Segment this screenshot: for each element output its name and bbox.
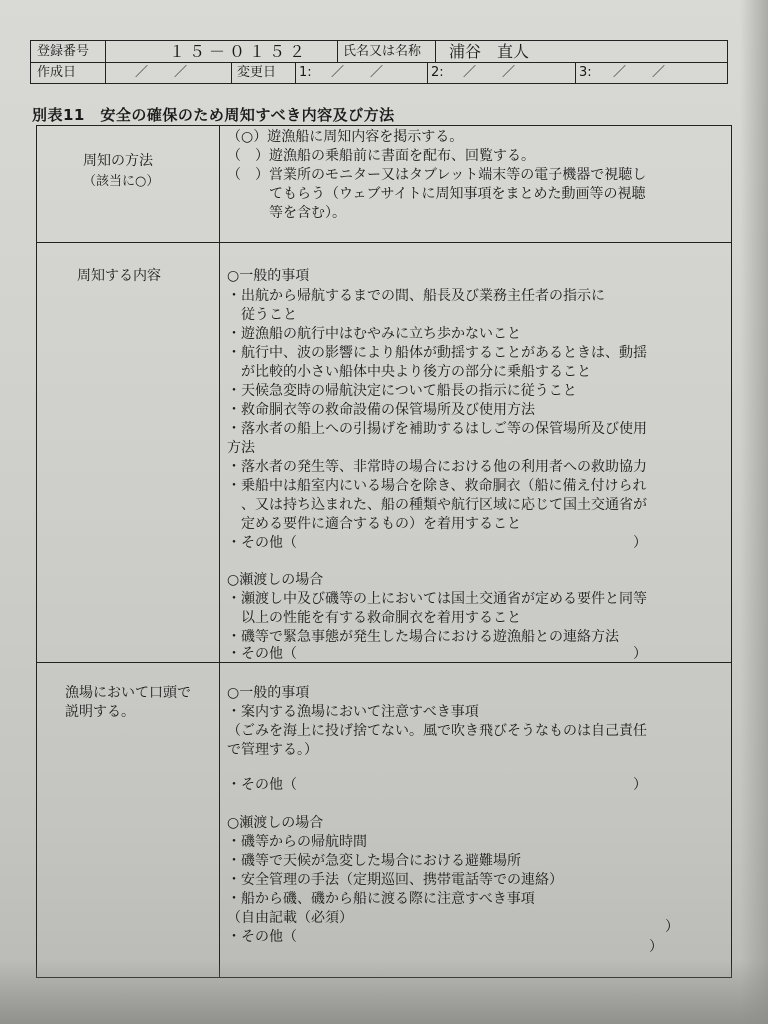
content-line: ・遊漁船の航行中はむやみに立ち歩かないこと [227, 326, 521, 342]
header-row-dates [31, 62, 727, 83]
header-row-registration [31, 41, 727, 63]
content-line: ・落水者の船上への引揚げを補助するはしご等の保管場所及び使用 [227, 421, 647, 437]
oral-general-heading: ○一般的事項 [227, 685, 310, 701]
created-date-label: 作成日 [37, 65, 77, 80]
method-line: てもらう（ウェブサイトに周知事項をまとめた動画等の視聴 [227, 186, 646, 202]
ferry-line: ・瀬渡し中及び磯等の上においては国土交通省が定める要件と同等 [227, 591, 647, 607]
oral-ferry-line: ・船から磯、磯から船に渡る際に注意すべき事項 [227, 891, 535, 907]
oral-line: で管理する。） [227, 742, 318, 758]
change-3-label: 3: [579, 65, 592, 80]
oral-ferry-line: ・安全管理の手法（定期巡回、携帯電話等での連絡） [227, 872, 563, 888]
general-heading: ○一般的事項 [227, 268, 310, 284]
content-label: 周知する内容 [77, 268, 161, 284]
method-line: （○）遊漁船に周知内容を掲示する。 [227, 129, 464, 145]
oral-ferry-line: （自由記載（必須） [227, 910, 353, 926]
oral-ferry-line: ・磯等で天候が急変した場合における避難場所 [227, 853, 521, 869]
method-label: 周知の方法 [83, 153, 153, 169]
notice-content-table [36, 125, 732, 978]
registration-number-label: 登録番号 [37, 44, 90, 59]
oral-ferry-other-line: ・その他（ [227, 929, 297, 945]
row-divider-method [37, 242, 731, 243]
page-shadow [0, 960, 768, 1024]
ferry-line: ・磯等で緊急事態が発生した場合における遊漁船との連絡方法 [227, 629, 619, 645]
oral-ferry-line: ・磯等からの帰航時間 [227, 834, 367, 850]
oral-line: （ごみを海上に投げ捨てない。風で吹き飛びそうなものは自己責任 [227, 723, 647, 739]
oral-label-line2: 説明する。 [65, 704, 135, 720]
divider [105, 62, 106, 83]
content-line: 定める要件に適合するもの）を着用すること [227, 516, 521, 532]
oral-other-line: ・その他（ ） [227, 777, 647, 793]
change-1-value: ／ ／ [331, 65, 384, 80]
method-line: 等を含む）。 [227, 205, 346, 221]
name-label: 氏名又は名称 [343, 44, 422, 59]
method-line: （ ）遊漁船の乗船前に書面を配布、回覧する。 [227, 148, 535, 164]
page-title: 別表11 安全の確保のため周知すべき内容及び方法 [32, 106, 395, 124]
close-paren: ） [649, 939, 663, 955]
divider [435, 41, 436, 62]
column-divider [219, 126, 220, 977]
content-line: ・乗船中は船室内にいる場合を除き、救命胴衣（船に備え付けられ [227, 478, 647, 494]
divider [295, 62, 296, 83]
page-shadow [740, 0, 768, 1024]
content-other-line: ・その他（ ） [227, 535, 647, 551]
method-sublabel: （該当に○） [83, 174, 160, 189]
content-line: ・航行中、波の影響により船体が動揺することがあるときは、動揺 [227, 345, 647, 361]
divider [575, 62, 576, 83]
changed-date-label: 変更日 [237, 65, 277, 80]
ferry-other-line: ・その他（ ） [227, 646, 647, 662]
change-2-value: ／ ／ [463, 65, 516, 80]
oral-line: ・案内する漁場において注意すべき事項 [227, 704, 479, 720]
ferry-line: 以上の性能を有する救命胴衣を着用すること [227, 610, 521, 626]
content-line: ・救命胴衣等の救命設備の保管場所及び使用方法 [227, 402, 535, 418]
created-date-value: ／ ／ [135, 65, 188, 80]
content-line: 、又は持ち込まれた、船の種類や航行区域に応じて国土交通省が [227, 497, 647, 513]
change-1-label: 1: [299, 65, 312, 80]
close-paren: ） [665, 919, 679, 935]
ferry-heading: ○瀬渡しの場合 [227, 572, 324, 588]
content-line: ・落水者の発生等、非常時の場合における他の利用者への救助協力 [227, 459, 647, 475]
header-table [30, 40, 728, 84]
change-3-value: ／ ／ [613, 65, 666, 80]
content-line: 従うこと [227, 307, 297, 323]
name-value: 浦谷 直人 [449, 42, 530, 61]
content-line: ・出航から帰航するまでの間、船長及び業務主任者の指示に [227, 288, 605, 304]
oral-ferry-heading: ○瀬渡しの場合 [227, 815, 324, 831]
divider [231, 62, 232, 83]
content-line: が比較的小さい船体中央より後方の部分に乗船すること [227, 364, 591, 380]
divider [337, 41, 338, 62]
divider [427, 62, 428, 83]
oral-label-line1: 漁場において口頭で [65, 685, 191, 701]
method-line: （ ）営業所のモニター又はタブレット端末等の電子機器で視聴し [227, 167, 647, 183]
content-line: 方法 [227, 440, 255, 456]
divider [105, 41, 106, 62]
content-line: ・天候急変時の帰航決定について船長の指示に従うこと [227, 383, 577, 399]
registration-number-value: １５－０１５２ [169, 42, 310, 61]
change-2-label: 2: [431, 65, 444, 80]
